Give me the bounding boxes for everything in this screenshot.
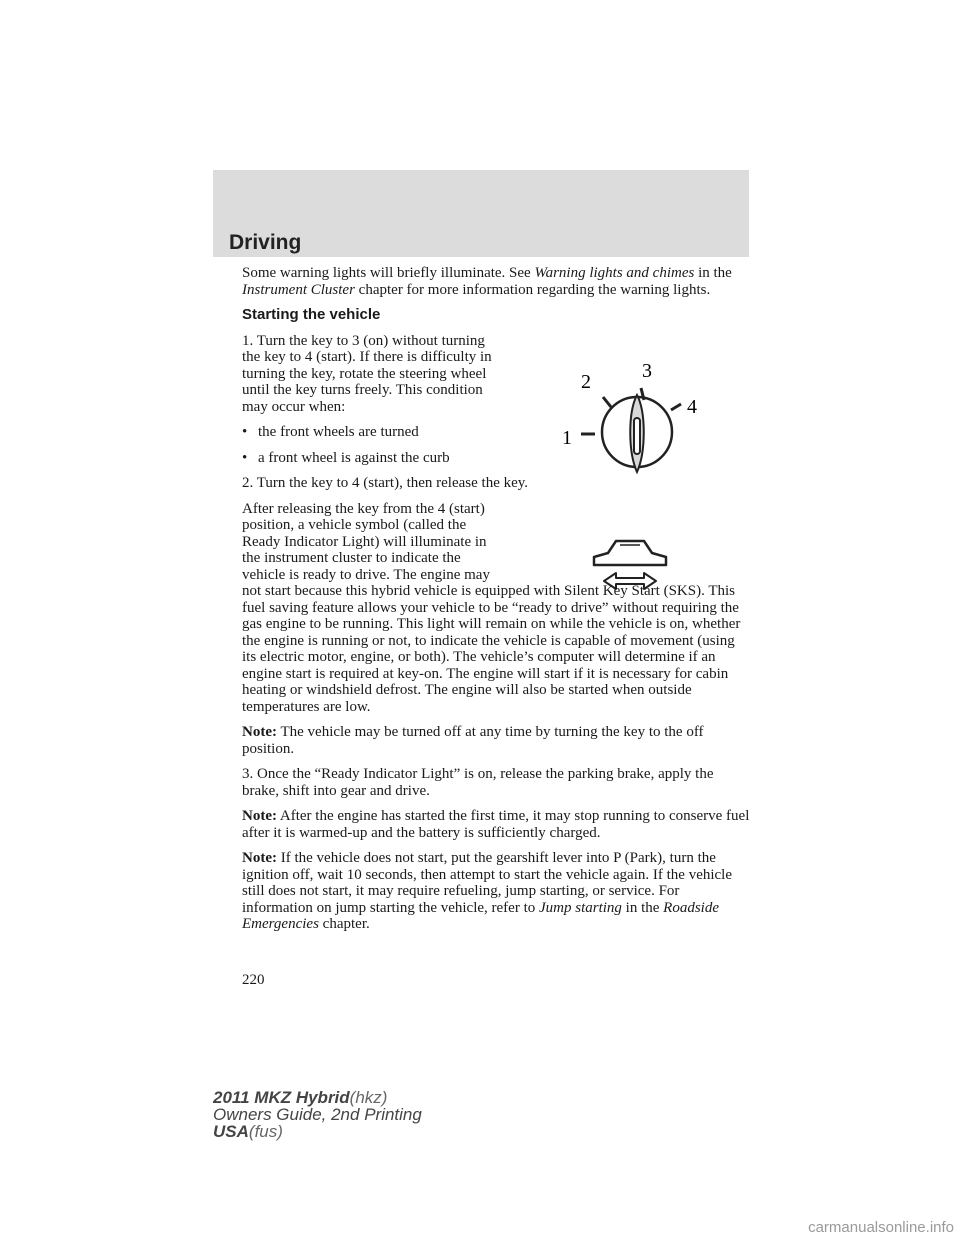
page-title: Driving: [229, 231, 302, 254]
footer-line-3: USA(fus): [213, 1122, 283, 1141]
figure-spacer: [502, 501, 752, 581]
ref-jump-starting: Jump starting: [539, 899, 622, 916]
note-label: Note:: [242, 724, 277, 740]
note-2: Note: After the engine has started the first time, it may stop running to conserve fuel after it is warmed-up and the battery is sufficiently charged.: [242, 808, 750, 841]
page-number: 220: [242, 972, 265, 988]
body-content: [242, 265, 752, 942]
watermark-link[interactable]: carmanualsonline.info: [808, 1219, 954, 1236]
position-label-3: 3: [642, 360, 652, 382]
bullet-icon: •: [242, 424, 248, 440]
note-label: Note:: [242, 850, 277, 866]
intro-paragraph: Some warning lights will briefly illuminate. See Warning lights and chimes in the Instrument Cluster chapter for more information regarding the warning lights.: [242, 265, 732, 298]
step-3: 3. Once the “Ready Indicator Light” is on, release the parking brake, apply the brake, shift into gear and drive.: [242, 766, 714, 799]
note-3: Note: If the vehicle does not start, put the gearshift lever into P (Park), turn the ignition off, wait 10 seconds, then attempt to start the vehicle again. If the vehicle still does not start, it may require refueling, jump starting, or service. For information on jump starting the vehicle, refer to Jump starting in the Roadside Emergencies chapter.: [242, 850, 732, 932]
position-label-4: 4: [687, 396, 697, 418]
ref-warning-lights: Warning lights and chimes: [534, 265, 695, 281]
bullet-icon: •: [242, 449, 248, 466]
step-2: 2. Turn the key to 4 (start), then release the key.: [242, 475, 529, 491]
note-label: Note:: [242, 808, 277, 824]
ref-roadside-emergencies: Roadside Emergencies: [242, 899, 719, 932]
ref-instrument-cluster: Instrument Cluster: [242, 281, 355, 298]
section-heading: Starting the vehicle: [242, 306, 381, 323]
footer-line-1: 2011 MKZ Hybrid(hkz): [213, 1088, 388, 1107]
print-footer: [213, 1089, 422, 1140]
note-1: Note: The vehicle may be turned off at any time by turning the key to the off position.: [242, 724, 704, 757]
condition-list: [242, 424, 752, 466]
position-label-2: 2: [581, 371, 591, 393]
footer-line-2: Owners Guide, 2nd Printing: [213, 1105, 422, 1124]
position-label-1: 1: [562, 427, 572, 449]
list-item: • a front wheel is against the curb: [242, 449, 450, 466]
list-item: • the front wheels are turned: [242, 424, 419, 440]
step-1: 1. Turn the key to 3 (on) without turning the key to 4 (start). If there is difficulty in turning the key, rotate the steering wheel until the key turns freely. This condition may occur when:: [242, 332, 492, 415]
ready-paragraph: After releasing the key from the 4 (start) position, a vehicle symbol (called the Ready Indicator Light) will illuminate in the instrument cluster to indicate the vehicle is ready to drive. The engine may not start because this hybrid vehicle is equipped with Silent Key Start (SKS). This fuel saving feature allows your vehicle to be “ready to drive” without requiring the gas engine to be running. This light will remain on while the vehicle is on, whether the engine is running or not, to indicate the vehicle is capable of movement (using its electric motor, engine, or both). The vehicle’s computer will determine if an engine start is required at key-on. The engine will start if it is necessary for cabin heating or windshield defrost. The engine will also be started when outside temperatures are low.: [242, 500, 741, 715]
